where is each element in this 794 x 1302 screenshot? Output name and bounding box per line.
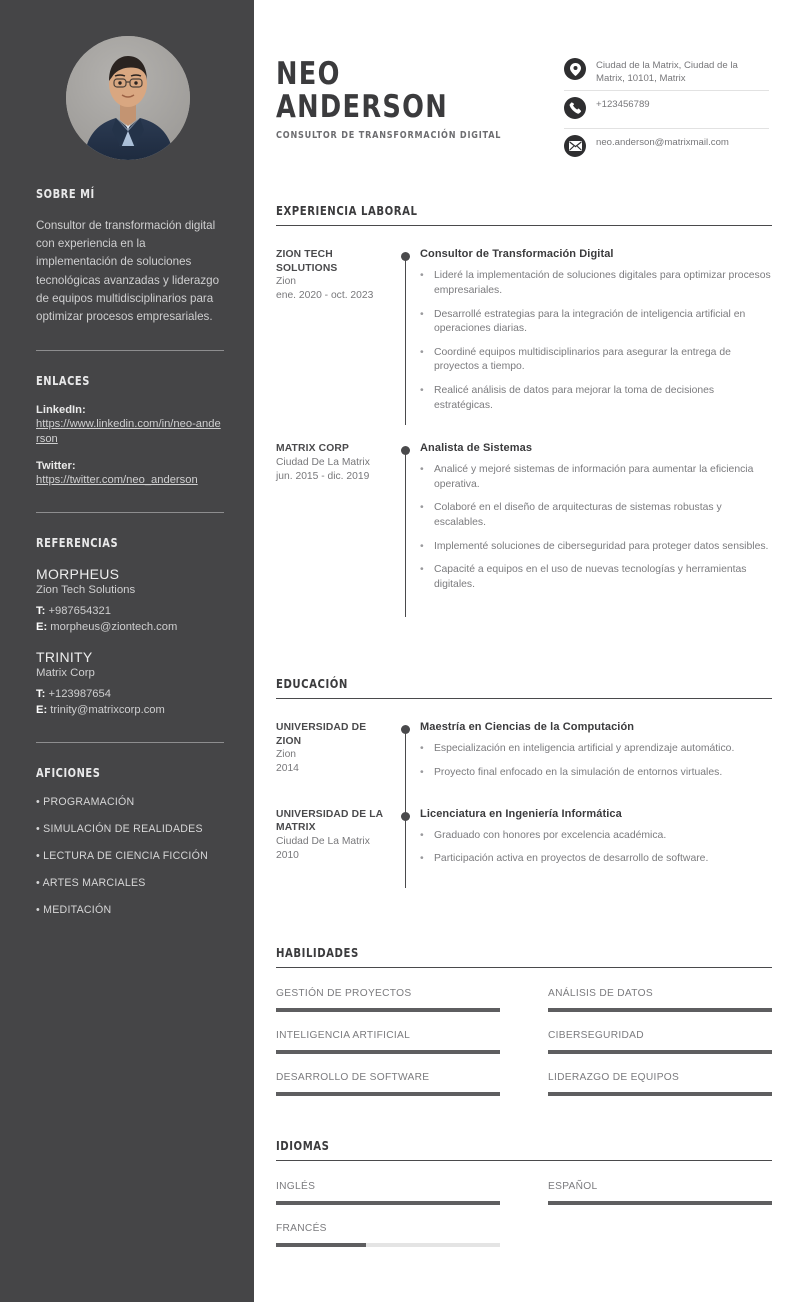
bullet-dot-icon: • [420,743,424,755]
experience-bullet-text: Desarrollé estrategias para la integración de inteligencia artificial en operaciones diarias. [434,308,746,335]
experience-entry [276,442,772,601]
experience-bullet-text: Lideré la implementación de soluciones digitales para optimizar procesos empresariales. [434,270,771,296]
reference-email-value: trinity@matrixcorp.com [50,704,165,717]
timeline-line [405,454,406,617]
education-org: UNIVERSIDAD DE ZION [276,722,367,747]
skill-item [548,1072,772,1096]
skill-bar-fill [548,1092,772,1096]
language-item [276,1223,500,1247]
education-entry [276,808,772,876]
reference-company: Zion Tech Solutions [36,584,136,597]
experience-bullet-text: Realicé análisis de datos para mejorar la toma de decisiones estratégicas. [434,384,715,411]
experience-bullet-text: Implementé soluciones de ciberseguridad para proteger datos sensibles. [434,540,769,552]
education-entry-body [420,721,772,789]
skill-label: ANÁLISIS DE DATOS [548,988,653,1000]
skill-label: GESTIÓN DE PROYECTOS [276,988,412,1000]
bullet-dot-icon: • [420,829,424,841]
phone-icon [564,97,586,119]
experience-entry [276,248,772,422]
links-heading: ENLACES [36,373,90,389]
experience-section [276,203,772,601]
location-pin-icon [564,58,586,80]
bullet-dot-icon: • [420,308,424,320]
language-bar-track [548,1201,772,1205]
references-heading: REFERENCIAS [36,535,119,551]
skills-section [276,945,772,1114]
education-location: Ciudad De La Matrix [276,835,370,847]
experience-dates: jun. 2015 - dic. 2019 [276,470,370,482]
reference-email-label: E: [36,621,48,634]
experience-bullet [420,384,772,413]
experience-dates: ene. 2020 - oct. 2023 [276,290,374,302]
language-item [548,1181,772,1205]
education-bullet [420,829,772,844]
experience-bullet [420,269,772,298]
skill-bar-track [276,1050,500,1054]
education-location: Zion [276,749,297,761]
education-bullet-text: Participación activa en proyectos de desarrollo de software. [434,853,709,865]
skill-label: INTELIGENCIA ARTIFICIAL [276,1030,411,1042]
education-degree: Maestría en Ciencias de la Computación [420,721,635,734]
education-rule [276,698,772,699]
bullet-dot-icon: • [420,502,424,514]
education-entry-meta [276,808,394,876]
experience-entry-meta [276,442,394,601]
experience-bullet [420,501,772,530]
reference-phone-label: T: [36,688,46,701]
education-degree: Licenciatura en Ingeniería Informática [420,807,622,820]
about-heading: SOBRE MÍ [36,186,95,201]
sidebar-divider-1 [36,350,224,351]
education-bullet [420,852,772,867]
sidebar [0,0,254,1302]
skill-bar-track [276,1008,500,1012]
skill-bar-fill [276,1092,500,1096]
contact-address: Ciudad de la Matrix, Ciudad de la Matrix, 10101, Matrix [596,60,738,84]
hobby-item: • ARTES MARCIALES [36,877,146,890]
timeline-marker [394,721,420,789]
skill-bar-track [276,1092,500,1096]
bullet-dot-icon: • [420,384,424,396]
avatar-portrait-image [66,36,190,160]
reference-item [36,649,224,718]
education-dates: 2010 [276,849,299,861]
reference-item [36,566,224,635]
skill-bar-track [548,1050,772,1054]
link-label-twitter: Twitter: [36,460,76,473]
link-url-linkedin[interactable]: https://www.linkedin.com/in/neo-anderson [36,418,221,446]
skill-label: DESARROLLO DE SOFTWARE [276,1072,430,1084]
experience-bullet-text: Colaboré en el diseño de arquitecturas de sistemas robustas y escalables. [434,502,722,528]
language-bar-fill [276,1201,500,1205]
language-item [276,1181,500,1205]
reference-phone-value: +123987654 [48,688,111,701]
experience-location: Ciudad De La Matrix [276,456,370,468]
timeline-line [405,260,406,425]
reference-email-value: morpheus@ziontech.com [50,621,178,634]
sidebar-divider-3 [36,742,224,743]
contact-phone: +123456789 [596,99,650,111]
about-text: Consultor de transformación digital con experiencia en la implementación de soluciones tecnológicas avanzadas y liderazgo de equipos multidisciplinarios para optimizar procesos empresariales. [36,219,220,324]
experience-entry-body [420,248,772,422]
education-section [276,676,772,876]
languages-section [276,1138,772,1265]
experience-location: Zion [276,276,297,288]
experience-entry-body [420,442,772,601]
education-bullet-text: Graduado con honores por excelencia académica. [434,829,667,841]
skills-rule [276,967,772,968]
experience-bullet [420,463,772,492]
hobbies-heading: AFICIONES [36,765,101,781]
education-dates: 2014 [276,763,299,775]
education-bullet-text: Proyecto final enfocado en la simulación de entornos virtuales. [434,766,723,778]
experience-role: Analista de Sistemas [420,442,533,455]
sidebar-divider-2 [36,512,224,513]
skill-item [548,1030,772,1054]
experience-bullet-text: Analicé y mejoré sistemas de información para aumentar la eficiencia operativa. [434,464,754,490]
language-bar-fill [276,1243,366,1247]
language-label: INGLÉS [276,1181,316,1193]
languages-rule [276,1160,772,1161]
languages-list [276,1181,772,1265]
reference-email [36,702,224,718]
contact-row-email [564,135,769,166]
skill-item [276,988,500,1012]
bullet-dot-icon: • [420,564,424,576]
languages-heading: IDIOMAS [276,1138,330,1153]
skill-item [276,1072,500,1096]
skill-item [548,988,772,1012]
last-name: ANDERSON [276,89,448,125]
experience-role: Consultor de Transformación Digital [420,248,614,261]
reference-phone-label: T: [36,605,46,618]
skill-bar-track [548,1008,772,1012]
hobby-item: • SIMULACIÓN DE REALIDADES [36,823,203,836]
education-entry-body [420,808,772,876]
education-bullet [420,766,772,781]
bullet-dot-icon: • [420,270,424,282]
hobby-item: • PROGRAMACIÓN [36,796,135,809]
link-url-twitter[interactable]: https://twitter.com/neo_anderson [36,474,198,487]
skill-label: CIBERSEGURIDAD [548,1030,644,1042]
education-org: UNIVERSIDAD DE LA MATRIX [276,808,383,834]
link-item-linkedin [36,404,224,447]
timeline-marker [394,808,420,876]
contact-row-phone [564,97,769,129]
experience-bullet [420,540,772,555]
envelope-icon [564,135,586,157]
name-block [276,58,526,141]
bullet-dot-icon: • [420,464,424,476]
bullet-dot-icon: • [420,766,424,778]
experience-bullet [420,346,772,375]
skill-bar-fill [548,1008,772,1012]
language-bar-track [276,1243,500,1247]
skill-bar-fill [276,1008,500,1012]
language-bar-fill [548,1201,772,1205]
bullet-dot-icon: • [420,540,424,552]
link-label-linkedin: LinkedIn: [36,404,86,417]
language-label: ESPAÑOL [548,1181,598,1193]
reference-email [36,619,224,635]
skills-list [276,988,772,1114]
contact-row-address [564,58,769,91]
reference-phone [36,603,224,619]
timeline-marker [394,442,420,601]
education-heading: EDUCACIÓN [276,676,348,691]
experience-bullet [420,308,772,337]
skill-bar-fill [548,1050,772,1054]
skill-bar-track [548,1092,772,1096]
language-bar-track [276,1201,500,1205]
language-label: FRANCÉS [276,1223,327,1235]
hobby-item: • LECTURA DE CIENCIA FICCIÓN [36,850,208,863]
first-name: NEO [276,56,341,92]
reference-phone-value: +987654321 [48,605,111,618]
education-bullet [420,742,772,757]
reference-name: TRINITY [36,649,93,666]
timeline-marker [394,248,420,422]
reference-company: Matrix Corp [36,667,95,680]
main-content [254,0,794,1302]
experience-bullet [420,563,772,592]
reference-email-label: E: [36,704,48,717]
link-item-twitter [36,460,224,488]
reference-phone [36,686,224,702]
contact-list [564,58,769,172]
bullet-dot-icon: • [420,853,424,865]
education-entry-meta [276,721,394,789]
skills-heading: HABILIDADES [276,945,359,960]
experience-org: ZION TECH SOLUTIONS [276,249,338,274]
experience-rule [276,225,772,226]
contact-email: neo.anderson@matrixmail.com [596,137,729,149]
experience-bullet-text: Capacité a equipos en el uso de nuevas tecnologías y herramientas digitales. [434,564,747,590]
experience-heading: EXPERIENCIA LABORAL [276,203,418,218]
hobby-item: • MEDITACIÓN [36,904,112,917]
profile-photo [66,36,190,160]
skill-label: LIDERAZGO DE EQUIPOS [548,1072,680,1084]
reference-name: MORPHEUS [36,566,120,583]
education-bullet-text: Especialización en inteligencia artificial y aprendizaje automático. [434,743,735,755]
skill-item [276,1030,500,1054]
education-entry [276,721,772,789]
experience-org: MATRIX CORP [276,443,349,455]
experience-entry-meta [276,248,394,422]
skill-bar-fill [276,1050,500,1054]
bullet-dot-icon: • [420,346,424,358]
job-title: CONSULTOR DE TRANSFORMACIÓN DIGITAL [276,130,502,141]
experience-bullet-text: Coordiné equipos multidisciplinarios para asegurar la entrega de proyectos a tiempo. [434,346,731,373]
sidebar-content [36,186,224,931]
timeline-line [405,820,406,888]
